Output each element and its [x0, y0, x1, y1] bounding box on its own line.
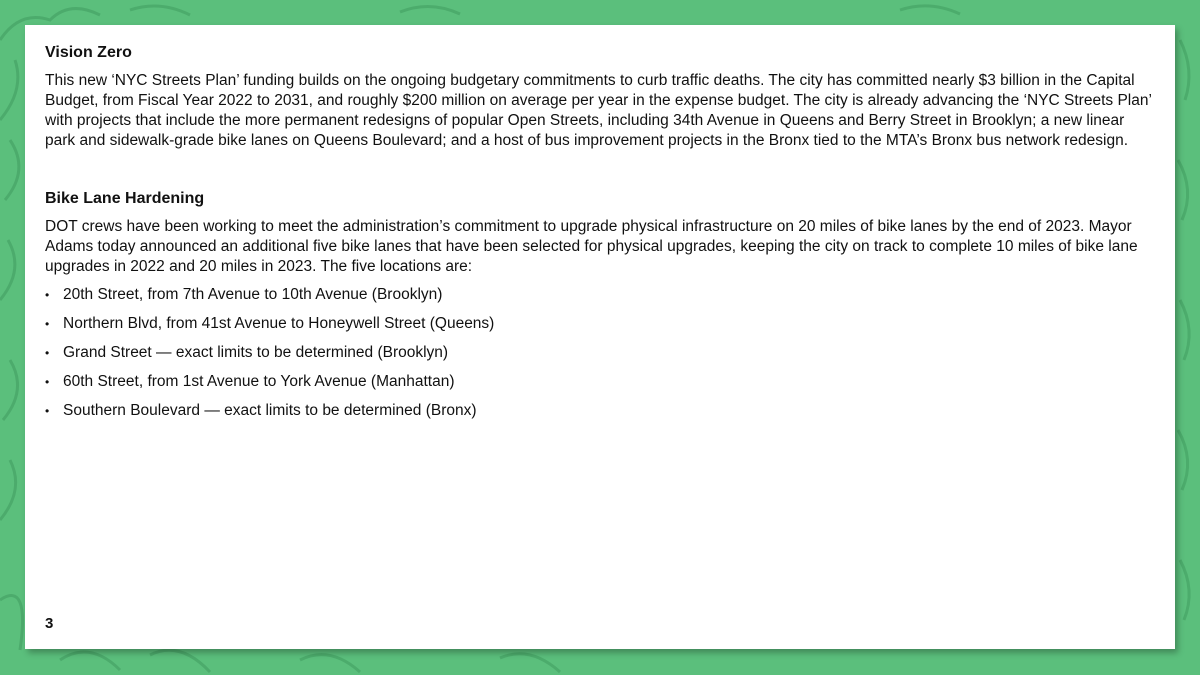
list-item — [45, 314, 1157, 334]
location-text: Southern Boulevard — exact limits to be determined (Bronx) — [63, 402, 477, 419]
location-text: 20th Street, from 7th Avenue to 10th Avenue (Brooklyn) — [63, 286, 443, 303]
bike-lane-locations-list — [45, 285, 1157, 421]
bullet-icon: • — [45, 375, 50, 389]
bullet-icon: • — [45, 317, 50, 331]
document-page — [25, 25, 1175, 649]
page-number: 3 — [45, 615, 54, 632]
vision-zero-body: This new ‘NYC Streets Plan’ funding builds on the ongoing budgetary commitments to curb traffic deaths. The city has committed nearly $3 billion in the Capital Budget, from Fiscal Year 2022 to 2031, and roughly $200 million on average per year in the expense budget. The city is already advancing the ‘NYC Streets Plan’ with projects that include the more permanent redesigns of popular Open Streets, including 34th Avenue in Queens and Berry Street in Brooklyn; a new linear park and sidewalk-grade bike lanes on Queens Boulevard; and a host of bus improvement projects in the Bronx tied to the MTA’s Bronx bus network redesign. — [45, 72, 1152, 149]
page-content — [45, 43, 1157, 430]
bullet-icon: • — [45, 404, 50, 418]
bullet-icon: • — [45, 288, 50, 302]
bike-lane-hardening-heading: Bike Lane Hardening — [45, 190, 205, 207]
bike-lane-hardening-section — [45, 189, 1157, 421]
list-item — [45, 285, 1157, 305]
vision-zero-heading: Vision Zero — [45, 44, 132, 61]
bullet-icon: • — [45, 346, 50, 360]
list-item — [45, 343, 1157, 363]
location-text: Northern Blvd, from 41st Avenue to Honeywell Street (Queens) — [63, 315, 495, 332]
location-text: 60th Street, from 1st Avenue to York Avenue (Manhattan) — [63, 373, 455, 390]
location-text: Grand Street — exact limits to be determined (Brooklyn) — [63, 344, 449, 361]
list-item — [45, 372, 1157, 392]
vision-zero-section — [45, 43, 1157, 151]
list-item — [45, 401, 1157, 421]
bike-lane-hardening-body: DOT crews have been working to meet the administration’s commitment to upgrade physical infrastructure on 20 miles of bike lanes by the end of 2023. Mayor Adams today announced an additional five bike lanes that have been selected for physical upgrades, keeping the city on track to complete 10 miles of bike lane upgrades in 2022 and 20 miles in 2023. The five locations are: — [45, 218, 1138, 275]
